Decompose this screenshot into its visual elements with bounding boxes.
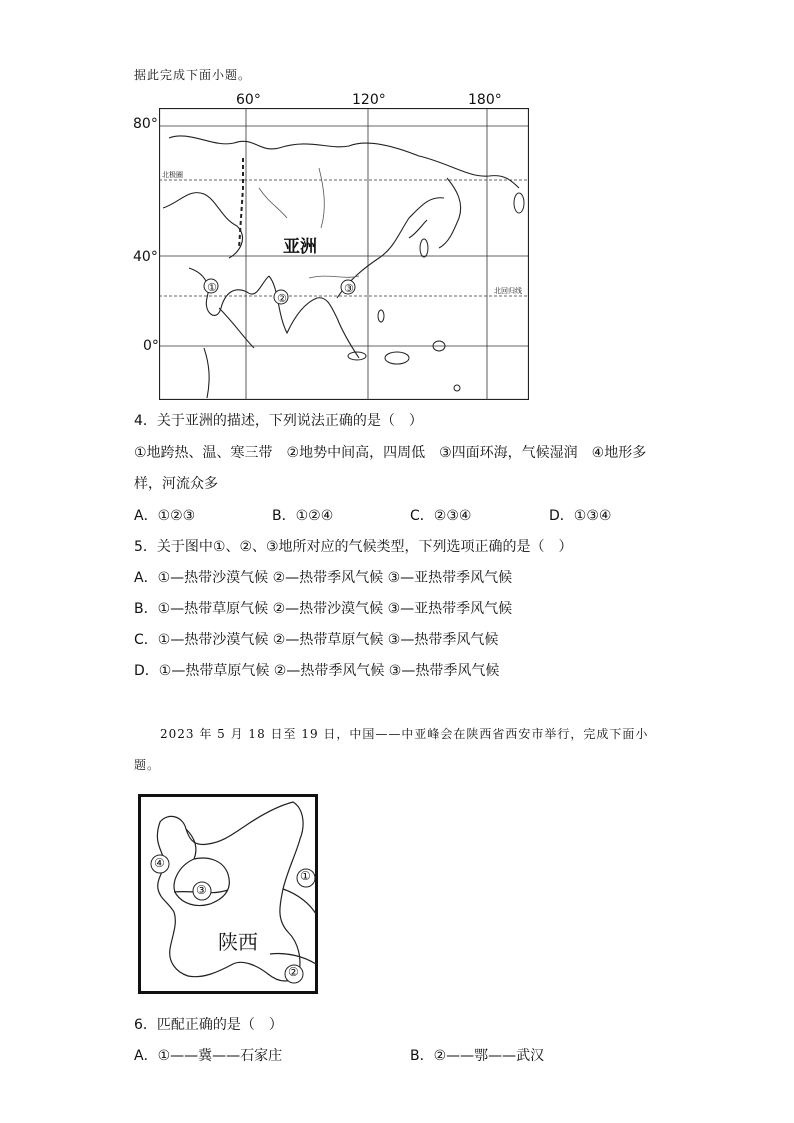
q4-statements-line2: 样，河流众多 bbox=[134, 476, 218, 492]
tropic-label: 北回归线 bbox=[494, 287, 522, 295]
shaanxi-marker-2: ② bbox=[288, 965, 299, 979]
shaanxi-marker-1: ① bbox=[300, 869, 311, 883]
marker-1: ① bbox=[207, 281, 217, 294]
q5-option-a[interactable]: A．①—热带沙漠气候 ②—热带季风气候 ③—亚热带季风气候 bbox=[134, 570, 513, 586]
q4-option-b[interactable]: B．①②④ bbox=[272, 508, 334, 524]
q4-statements-line1: ①地跨热、温、寒三带 ②地势中间高，四周低 ③四面环海，气候湿润 ④地形多 bbox=[134, 445, 647, 461]
q6-option-a[interactable]: A．①——冀——石家庄 bbox=[134, 1048, 283, 1064]
asia-label: 亚洲 bbox=[283, 237, 317, 257]
shaanxi-marker-4: ④ bbox=[154, 856, 165, 870]
q4-option-c[interactable]: C．②③④ bbox=[410, 508, 472, 524]
shaanxi-map bbox=[138, 794, 318, 994]
lon-label-120: 120° bbox=[352, 92, 386, 108]
section-intro: 据此完成下面小题。 bbox=[134, 68, 252, 82]
lat-label-80: 80° bbox=[133, 116, 158, 132]
q6-option-b[interactable]: B．②——鄂——武汉 bbox=[410, 1048, 545, 1064]
q4-stem: 4．关于亚洲的描述，下列说法正确的是（ ） bbox=[134, 413, 423, 429]
shaanxi-label: 陕西 bbox=[218, 930, 258, 954]
q5-option-d[interactable]: D．①—热带草原气候 ②—热带季风气候 ③—热带季风气候 bbox=[134, 663, 500, 679]
lon-label-180: 180° bbox=[468, 92, 502, 108]
section-intro-2-cont: 题。 bbox=[134, 758, 161, 772]
q5-option-b[interactable]: B．①—热带草原气候 ②—热带沙漠气候 ③—亚热带季风气候 bbox=[134, 601, 513, 617]
arctic-circle-label: 北极圈 bbox=[162, 171, 183, 179]
q5-stem: 5．关于图中①、②、③地所对应的气候类型，下列选项正确的是（ ） bbox=[134, 539, 573, 555]
q6-stem: 6．匹配正确的是（ ） bbox=[134, 1017, 283, 1033]
lat-label-40: 40° bbox=[133, 249, 158, 265]
q4-option-a[interactable]: A．①②③ bbox=[134, 508, 196, 524]
marker-3: ③ bbox=[344, 282, 354, 295]
asia-map bbox=[159, 108, 529, 400]
lon-label-60: 60° bbox=[236, 92, 261, 108]
marker-2: ② bbox=[277, 292, 287, 305]
q5-option-c[interactable]: C．①—热带沙漠气候 ②—热带草原气候 ③—热带季风气候 bbox=[134, 632, 499, 648]
shaanxi-marker-3: ③ bbox=[196, 883, 207, 897]
section-intro-2: 2023 年 5 月 18 日至 19 日，中国——中亚峰会在陕西省西安市举行，完成下面小 bbox=[160, 727, 649, 741]
lat-label-0: 0° bbox=[143, 338, 159, 354]
q4-option-d[interactable]: D．①③④ bbox=[549, 508, 612, 524]
